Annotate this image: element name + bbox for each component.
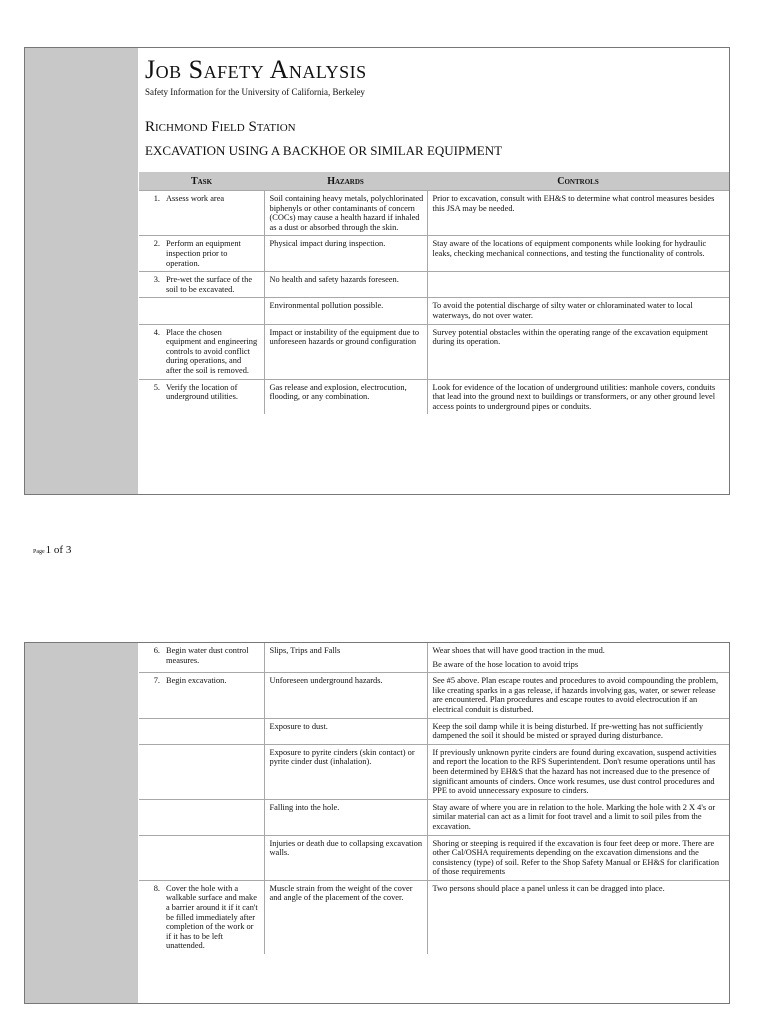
- control-text: Stay aware of the locations of equipment components while looking for hydraulic leaks, checking mechanical connections, and testing the functionality of controls.: [432, 239, 707, 258]
- control-cell: [427, 718, 729, 744]
- column-header-task: Task: [139, 172, 264, 191]
- hazard-cell: Physical impact during inspection.: [264, 236, 427, 272]
- control-text: Survey potential obstacles within the operating range of the excavation equipment during its operation.: [432, 327, 708, 347]
- task-text: Begin excavation.: [166, 676, 227, 686]
- control-text: See #5 above. Plan escape routes and procedures to avoid compounding the problem, like creating sparks in a gas release, if hazards involving gas, water, or sewer release are encountered. Plan procedures and escape routes to avoid electrocution if an electrical conduit is disturbed.: [432, 676, 719, 714]
- hazard-cell: No health and safety hazards foreseen.: [264, 272, 427, 298]
- control-cell: [427, 744, 729, 799]
- table-row: [139, 673, 729, 718]
- left-margin-bar: [25, 643, 138, 1003]
- hazard-cell: Slips, Trips and Falls: [264, 643, 427, 673]
- jsa-table: [139, 172, 729, 414]
- task-number: 2.: [153, 239, 160, 249]
- task-text: Verify the location of underground utilities.: [166, 382, 238, 402]
- hazard-cell: Muscle strain from the weight of the cover and angle of the placement of the cover.: [264, 880, 427, 954]
- page-number: [33, 544, 71, 556]
- control-text: If previously unknown pyrite cinders are found during excavation, suspend activities and report the location to the RFS Superintendent. Don't resume operations until has been determined by EH&S that the hazard has not increased due to the presence of significant amounts of cinders. Once work resumes, use dust control procedures and PPE to avoid unnecessary exposure to cinders.: [432, 747, 717, 796]
- page-1: [24, 47, 730, 495]
- control-cell: [427, 643, 729, 673]
- jsa-table-continued: [139, 643, 729, 954]
- hazard-cell: Environmental pollution possible.: [264, 298, 427, 324]
- table-row: [139, 379, 729, 414]
- table-row: [139, 744, 729, 799]
- document-title: Job Safety Analysis: [145, 55, 367, 84]
- table-row: [139, 799, 729, 835]
- site-name: Richmond Field Station: [145, 119, 296, 135]
- control-cell: [427, 324, 729, 379]
- task-text: Place the chosen equipment and engineering controls to avoid conflict during operations, and after the soil is removed.: [166, 327, 258, 375]
- task-cell: [139, 191, 264, 236]
- hazard-cell: Impact or instability of the equipment due to unforeseen hazards or ground configuration: [264, 324, 427, 379]
- control-cell: [427, 799, 729, 835]
- table-row: [139, 272, 729, 298]
- control-text: Shoring or steeping is required if the excavation is four feet deep or more. There are other Cal/OSHA requirements depending on the excavation dimensions and the consistency (type) of soil. Refer to the Shop Safety Manual or EH&S for clarification of those requirements: [432, 838, 720, 877]
- control-text: Wear shoes that will have good traction in the mud.: [432, 646, 605, 655]
- hazard-cell: Exposure to pyrite cinders (skin contact) or pyrite cinder dust (inhalation).: [264, 744, 427, 799]
- task-cell: [139, 643, 264, 673]
- column-header-controls: Controls: [427, 172, 729, 191]
- task-cell: [139, 298, 264, 324]
- task-cell: [139, 324, 264, 379]
- table-header-row: [139, 172, 729, 191]
- left-margin-bar: [25, 48, 138, 494]
- task-cell: [139, 236, 264, 272]
- task-number: 6.: [153, 646, 160, 655]
- table-row: [139, 835, 729, 880]
- hazard-cell: Injuries or death due to collapsing excavation walls.: [264, 835, 427, 880]
- task-cell: [139, 379, 264, 414]
- task-cell: [139, 718, 264, 744]
- table-row: [139, 236, 729, 272]
- column-header-hazards: Hazards: [264, 172, 427, 191]
- control-text: Two persons should place a panel unless it can be dragged into place.: [432, 883, 665, 893]
- hazard-cell: Falling into the hole.: [264, 799, 427, 835]
- control-text: Keep the soil damp while it is being disturbed. If pre-wetting has not sufficiently dampened the soil it should be misted or sprayed during disturbance.: [432, 721, 704, 741]
- table-row: [139, 643, 729, 673]
- page-number-text: 1 of 3: [45, 544, 72, 556]
- task-number: 4.: [153, 327, 160, 337]
- task-cell: [139, 744, 264, 799]
- table-row: [139, 298, 729, 324]
- table-row: [139, 324, 729, 379]
- task-text: Cover the hole with a walkable surface and make a barrier around it if it can't be filled immediately after completion of the work or if it has to be left unattended.: [166, 883, 258, 951]
- table-row: [139, 880, 729, 954]
- hazard-cell: Soil containing heavy metals, polychlorinated biphenyls or other contaminants of concern (COCs) may cause a health hazard if inhaled as a dust or absorbed through the skin.: [264, 191, 427, 236]
- control-cell: [427, 272, 729, 298]
- control-cell: [427, 880, 729, 954]
- task-title: EXCAVATION USING A BACKHOE OR SIMILAR EQUIPMENT: [145, 143, 503, 158]
- page-1-content: [139, 48, 729, 414]
- document-subtitle: Safety Information for the University of California, Berkeley: [145, 87, 365, 97]
- task-text: Perform an equipment inspection prior to operation.: [166, 239, 241, 268]
- control-cell: [427, 379, 729, 414]
- control-text-secondary: Be aware of the hose location to avoid trips: [432, 659, 579, 669]
- task-number: 7.: [153, 676, 160, 686]
- task-cell: [139, 799, 264, 835]
- hazard-cell: Gas release and explosion, electrocution, flooding, or any combination.: [264, 379, 427, 414]
- control-cell: [427, 191, 729, 236]
- page-2: [24, 642, 730, 1004]
- control-cell: [427, 835, 729, 880]
- hazard-cell: Exposure to dust.: [264, 718, 427, 744]
- control-text: Prior to excavation, consult with EH&S to determine what control measures besides this JSA may be needed.: [432, 194, 715, 213]
- page-number-label: Page: [33, 549, 45, 555]
- task-text: Begin water dust control measures.: [166, 646, 249, 665]
- control-cell: [427, 236, 729, 272]
- task-text: Assess work area: [166, 194, 225, 203]
- task-cell: [139, 272, 264, 298]
- task-cell: [139, 880, 264, 954]
- hazard-cell: Unforeseen underground hazards.: [264, 673, 427, 718]
- page-2-content: [139, 643, 729, 954]
- task-cell: [139, 673, 264, 718]
- task-number: 5.: [153, 382, 160, 392]
- table-body-page-1: [139, 191, 729, 415]
- task-text: Pre-wet the surface of the soil to be excavated.: [166, 275, 253, 294]
- task-number: 1.: [153, 194, 160, 203]
- control-cell: [427, 298, 729, 324]
- task-number: 8.: [153, 883, 160, 893]
- task-cell: [139, 835, 264, 880]
- table-row: [139, 191, 729, 236]
- table-body-page-2: [139, 643, 729, 954]
- control-text: Look for evidence of the location of underground utilities: manhole covers, conduits that lead into the ground next to buildings or transformers, or any other ground level access points to underground pipes or conduits.: [432, 382, 716, 411]
- table-row: [139, 718, 729, 744]
- control-text: To avoid the potential discharge of silty water or chloraminated water to local waterways, do not over water.: [432, 301, 693, 320]
- control-cell: [427, 673, 729, 718]
- task-number: 3.: [153, 275, 160, 285]
- control-text: Stay aware of where you are in relation to the hole. Marking the hole with 2 X 4's or similar material can act as a limit for foot travel and a limit to soil piles from the excavation.: [432, 802, 716, 831]
